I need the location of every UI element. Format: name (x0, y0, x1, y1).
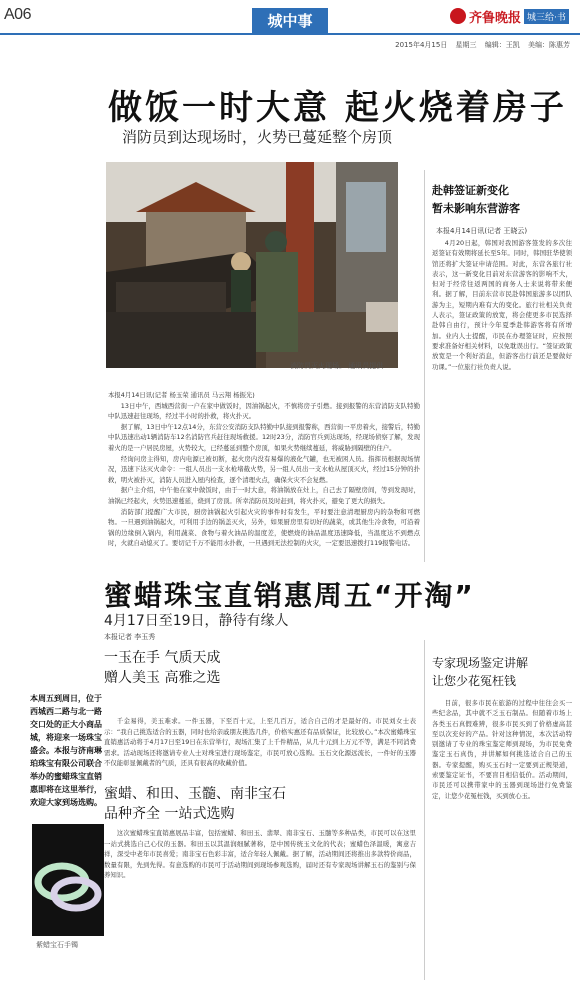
story2-subhead-2-line2: 品种齐全 一站式选购 (104, 806, 235, 822)
story2-paragraph: 千金易得，美玉难求。一件玉器，下至百十元，上至几百万，适合自己的才是最好的。市民刘女士表示：“我自己挑选适合的玉器，同时也给亲戚朋友挑选几件，价格实惠还有品质保证，比较放心。”本次蜜蜡珠宝直销惠活动将于4月17日至19日在东营举行，现场汇集了上千件精品，从几十元到上万元不等，满足不同消费需求。活动现场还将邀请专业人士对珠宝进行现场鉴定，市民可放心选购。玉石文化源远流长，一件好的玉器不仅能彰显佩戴者的气质，还具有很高的收藏价值。 (104, 717, 416, 768)
story2-subhead-2 (104, 784, 286, 824)
bracelet-caption: 紫蜡宝石手镯 (36, 941, 78, 949)
page-number: A06 (4, 6, 31, 23)
logo-text: 齐鲁晚报 (469, 10, 522, 26)
fire-scene-illustration (106, 162, 398, 368)
story1-paragraph: 据了解，13日中午12点14分，东营公安消防支队特勤中队接到报警称，西营街一平房着火，接警后，特勤中队迅速出动1辆消防车12名消防官兵赶往现场救援。12时23分，消防官兵到达现场，经现场侦察了解，发现着火的是一户居民房屋，火势较大，已经蔓延到整个房顶，如果火势继续蔓延，将威胁到隔壁的住户。 (108, 422, 420, 452)
story1-byline: 本报4月14日讯(记者 杨玉荣 通讯员 马云翔 杨振光) (108, 391, 255, 399)
story1-subtitle: 消防员到达现场时，火势已蔓延整个房顶 (122, 128, 393, 146)
sidebar1-title-line2: 暂未影响东营游客 (432, 202, 520, 215)
sidebar2-title-line1: 专家现场鉴定讲解 (432, 656, 529, 670)
story1-paragraph: 消防部门提醒广大市民，厨房油锅起火引起火灾的事件时有发生，平时要注意清理厨房内的杂物和可燃物。一旦遇到油锅起火，可利用手边的锅盖灭火，另外，如果厨房里有切好的蔬菜，或其他生冷食物，可沿着锅的边缘倒入锅内，利用蔬菜、食物与着火油品的温度差，使燃烧的油品温度迅速降低，当温度达不到燃点时，火就自动熄灭了。要切记千万不能用水扑救，一旦遇到无法控制的火灾，一定要迅速拨打119报警电话。 (108, 507, 420, 548)
issue-meta: 2015年4月15日 星期三 编辑：王凯 美编：陈惠芳 (395, 41, 570, 49)
story2-subhead-2-line1: 蜜蜡、和田、玉髓、南非宝石 (104, 786, 286, 802)
newspaper-logo (450, 5, 569, 27)
story2-paragraph: 这次蜜蜡珠宝直销惠展品丰富，包括蜜蜡、和田玉、翡翠、南非宝石、玉髓等多种品类，市民可以在这里一站式挑选自己心仪的玉器。和田玉以其温润细腻著称，是中国传统玉文化的代表；蜜蜡色泽温暖，寓意吉祥，深受中老年市民喜爱；南非宝石色彩丰富，适合年轻人佩戴。据了解，活动期间还将推出多款特价商品，数量有限，先到先得。有意选购的市民可于活动期间到现场参观选购，届时还有专家现场讲解玉石的鉴别与保养知识。 (104, 829, 416, 880)
header-rule (0, 33, 580, 35)
sidebar1-title-line1: 赴韩签证新变化 (432, 184, 509, 197)
story2-left-blurb: 本周五到周日，位于西城西二路与北一路交口处的正大小商品城，将迎来一场珠宝盛会。本报与济南琳珀珠宝有限公司联合举办的蜜蜡珠宝直销惠即将在这里举行，欢迎大家到场选购。 (30, 694, 102, 807)
logo-icon (450, 8, 466, 24)
photo-caption: 消防员灭火现场。 通讯员提供 (290, 362, 384, 370)
story1-paragraph: 据户主介绍，中午他在家中做饭时，由于一时大意，将油锅放在灶上，自己去了隔壁房间，等到发现时，油锅已经起火，火势迅速蔓延，烧到了房顶。所幸消防员及时赶到，将火扑灭，避免了更大的损失。 (108, 486, 420, 505)
page-header (0, 0, 580, 34)
section-tab[interactable]: 城中事 (252, 8, 328, 34)
sidebar2-title (432, 654, 528, 690)
fire-scene-photo (106, 162, 398, 368)
story2-body-b (104, 828, 416, 881)
story1-paragraph: 经询问房主得知，房内电源已被切断，起火房内没有易爆的液化气罐，也无被困人员。指挥员根据现场情况，迅速下达灭火命令：一组人员出一支水枪堵截火势，另一组人员出一支水枪从屋顶灭火，经过15分钟的扑救，明火被扑灭，消防人员进入屋内检查，逐个清理火点，确保火灾不会复燃。 (108, 454, 420, 484)
sidebar2-paragraph: 目前，很多市民在旅游的过程中往往会买一些纪念品，其中就不乏玉石制品。但随着市场上各类玉石真假难辨，很多市民买到了价格虚高甚至以次充好的产品。针对这种情况，本次活动特别邀请了专业的珠宝鉴定师到现场，为市民免费鉴定玉石真伪，并讲解如何挑选适合自己的玉器。专家提醒，购买玉石时一定要到正规渠道，索要鉴定证书，不要盲目相信低价。活动期间，市民还可以携带家中的玉器到现场进行免费鉴定，让您少花冤枉钱，买到放心玉。 (432, 699, 572, 800)
sidebar1-title (432, 182, 520, 218)
sidebar1-byline: 本报4月14日讯(记者 王晓云) (436, 227, 528, 235)
story2-subhead-1-line1: 一玉在手 气质天成 (104, 650, 221, 666)
story1-body (108, 390, 420, 549)
story2-subtitle: 4月17日至19日，静待有缘人 (104, 613, 289, 629)
bracelet-illustration (32, 824, 104, 936)
sidebar2-title-line2: 让您少花冤枉钱 (432, 674, 517, 688)
story2-subhead-1-line2: 赠人美玉 高雅之选 (104, 670, 221, 686)
logo-tag: 城三给·书 (524, 9, 569, 24)
bracelet-photo (32, 824, 104, 936)
column-divider (424, 640, 425, 980)
story2-byline: 本报记者 李玉秀 (104, 633, 156, 641)
story2-body-a (104, 690, 416, 769)
story2-subhead-1 (104, 648, 220, 688)
story1-paragraph: 13日中午，西城西营街一户在家中做饭时，因油锅起火，不慎将房子引燃。接到报警的东营消防支队特勤中队迅速赶往现场，经过半小时的扑救，将火扑灭。 (108, 401, 420, 421)
story1-title: 做饭一时大意 起火烧着房子 (108, 88, 567, 128)
sidebar2-body (432, 698, 572, 801)
column-divider (424, 170, 425, 562)
sidebar1-body: 4月20日起，韩国对我国游客签发的多次往返签证有效期将延长至5年。同时，韩国驻华使领馆还将扩大签证申请范围。对此，东营各旅行社表示，这一新变化目前对东营游客的影响不大，但对于经常往返两国的商务人士来说将带来便利。据了解，目前东营市民赴韩国旅游多以团队游为主，短期内难有大的变化。旅行社相关负责人表示，签证政策的放宽，将会使更多市民选择赴韩自由行，预计今年夏季赴韩游客将有所增加。业内人士提醒，市民在办理签证时，应按照要求准备好相关材料，以免耽误出行。“签证政策放宽是一个利好消息，但游客出行前还是要做好功课。”一位旅行社负责人说。 (432, 239, 572, 371)
story2-title: 蜜蜡珠宝直销惠周五“开淘” (104, 579, 475, 612)
